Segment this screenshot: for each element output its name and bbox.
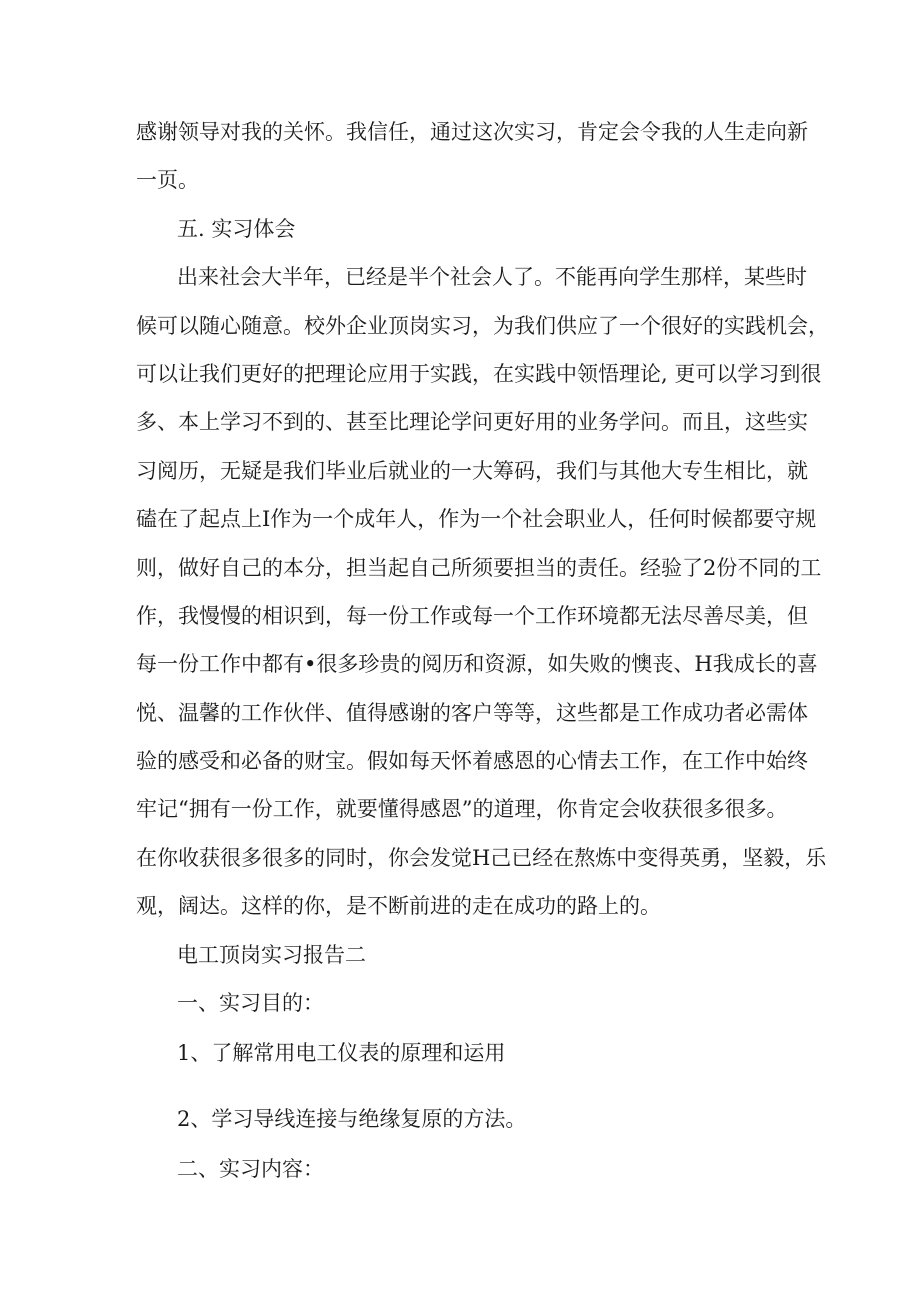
paragraph-1-line-1: 感谢领导对我的关怀。我信任，通过这次实习，肯定会令我的人生走向新 bbox=[136, 120, 808, 144]
paragraph-2-line-10: 悦、温馨的工作伙伴、值得感谢的客户等等，这些都是工作成功者必需体 bbox=[136, 701, 808, 725]
paragraph-2-line-8: 作，我慢慢的相识到，每一份工作或每一个工作环境都无法尽善尽美，但 bbox=[136, 604, 808, 628]
section-heading-5: 五. 实习体会 bbox=[177, 217, 296, 241]
paragraph-2-line-11: 验的感受和必备的财宝。假如每天怀着感恩的心情去工作，在工作中始终 bbox=[136, 749, 808, 773]
paragraph-2-line-4: 多、本上学习不到的、甚至比理论学问更好用的业务学问。而且，这些实 bbox=[136, 410, 808, 434]
paragraph-2-line-2: 候可以随心随意。校外企业顶岗实习，为我们供应了一个很好的实践机会， bbox=[136, 314, 829, 338]
section-heading-2: 二、实习内容： bbox=[177, 1157, 324, 1181]
section-heading-1: 一、实习目的： bbox=[177, 991, 324, 1015]
report-2-title: 电工顶岗实习报告二 bbox=[177, 943, 366, 967]
paragraph-2-line-14: 观，阔达。这样的你，是不断前进的走在成功的路上的。 bbox=[136, 894, 661, 918]
paragraph-2-line-5: 习阅历，无疑是我们毕业后就业的一大筹码，我们与其他大专生相比，就 bbox=[136, 459, 808, 483]
goal-item-2: 2、学习导线连接与绝缘复原的方法。 bbox=[177, 1107, 527, 1131]
paragraph-2-line-3: 可以让我们更好的把理论应用于实践，在实践中领悟理论, 更可以学习到很 bbox=[136, 362, 822, 386]
paragraph-2-line-9: 每一份工作中都有•很多珍贵的阅历和资源，如失败的懊丧、H我成长的喜 bbox=[136, 652, 818, 676]
goal-item-1: 1、了解常用电工仪表的原理和运用 bbox=[177, 1041, 506, 1065]
paragraph-2-line-6: 磕在了起点上I作为一个成年人，作为一个社会职业人，任何时候都要守规 bbox=[136, 507, 817, 531]
paragraph-2-line-13: 在你收获很多很多的同时，你会发觉H己已经在熬炼中变得英勇，坚毅，乐 bbox=[136, 846, 827, 870]
paragraph-1-line-2: 一页。 bbox=[136, 168, 199, 192]
paragraph-2-line-7: 则，做好自己的本分，担当起自己所须要担当的责任。经验了2份不同的工 bbox=[136, 556, 822, 580]
paragraph-2-line-1: 出来社会大半年，已经是半个社会人了。不能再向学生那样，某些时 bbox=[177, 265, 807, 289]
paragraph-2-line-12: 牢记“拥有一份工作，就要懂得感恩”的道理，你肯定会收获很多很多。 bbox=[136, 797, 788, 821]
